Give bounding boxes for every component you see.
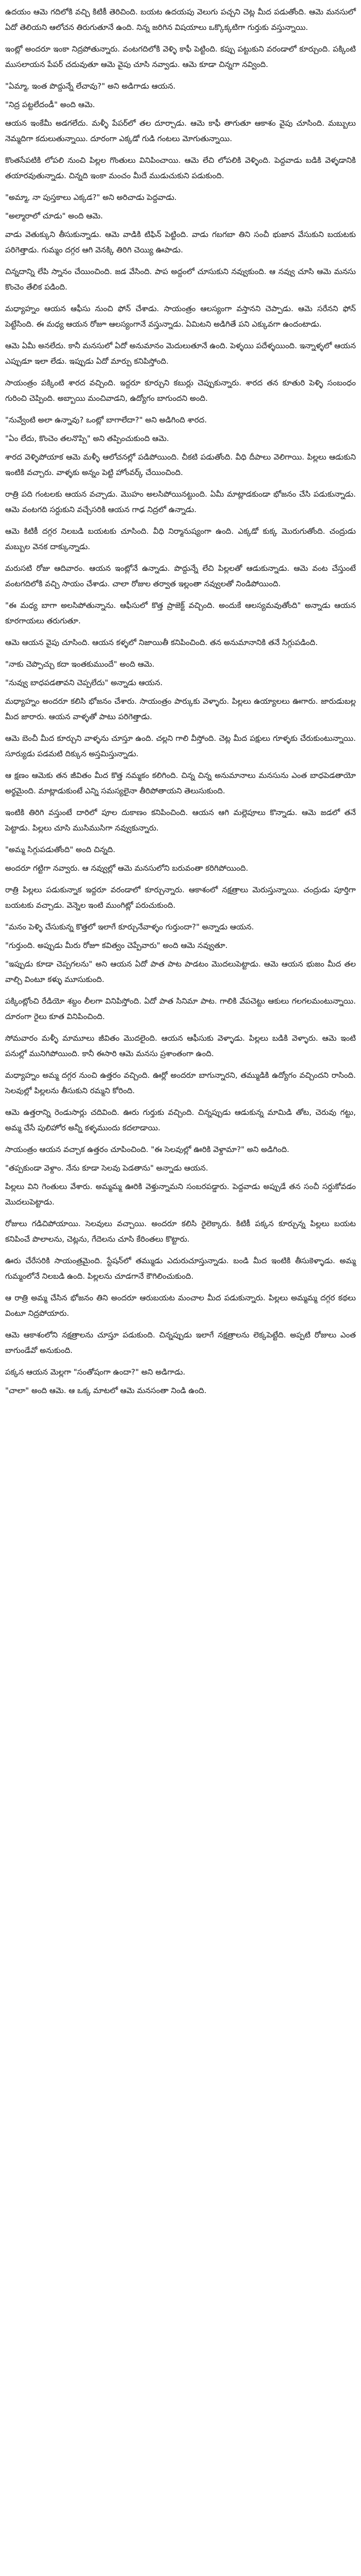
paragraph: చిన్నదాన్ని లేపి స్నానం చేయించింది. జడ వేసింది. పాప అద్దంలో చూసుకుని నవ్వుకుంది. ఆ నవ్వు చూసి ఆమె మనసు కొంచెం తేలిక పడింది.	[5, 267, 356, 292]
paragraph: రాత్రి పది గంటలకు ఆయన వచ్చాడు. మొహం అలసిపోయినట్టుంది. ఏమీ మాట్లాడకుండా భోజనం చేసి పడుకున్నాడు. ఆమె వంటగది సర్దుకుని వచ్చేసరికి ఆయన గాఢ నిద్రలో ఉన్నాడు.	[5, 489, 356, 514]
paragraph: ఆయన ఇంకేమీ అడగలేదు. మళ్ళీ పేపర్‌లో తల దూర్చాడు. ఆమె కాఫీ తాగుతూ ఆకాశం వైపు చూసింది. మబ్బులు నెమ్మదిగా కదులుతున్నాయి. దూరంగా ఎక్కడో గుడి గంటలు మోగుతున్నాయి.	[5, 118, 356, 143]
dialogue-line: "ఏమ్మా, ఇంత పొద్దున్నే లేచావు?" అని అడిగాడు ఆయన.	[5, 81, 176, 91]
paragraph: ఆ రాత్రి అమ్మ చేసిన భోజనం తిని అందరూ ఆరుబయట మంచాల మీద పడుకున్నారు. పిల్లలు అమ్మమ్మ దగ్గర కథలు వింటూ నిద్రపోయారు.	[5, 1293, 356, 1318]
paragraph: ఆ క్షణం ఆమెకు తన జీవితం మీద కొత్త నమ్మకం కలిగింది. చిన్న చిన్న అనుమానాలు మనసును ఎంత బాధపెడతాయో అర్థమైంది. మాట్లాడుకుంటే ఎన్ని సమస్యలైనా తీరిపోతాయని తెలుసుకుంది.	[5, 771, 356, 795]
dialogue-line: "అల్మారాలో చూడు" అంది ఆమె.	[5, 211, 103, 221]
dialogue-line: "నువ్వేంటి అలా ఉన్నావు? ఒంట్లో బాగాలేదా?" అని అడిగింది శారద.	[5, 415, 207, 425]
dialogue-line: "చాలా" అంది ఆమె. ఆ ఒక్క మాటలో ఆమె మనసంతా నిండి ఉంది.	[5, 1386, 207, 1395]
dialogue-line: "తప్పకుండా వెళ్దాం. నేను కూడా సెలవు పెడతాను" అన్నాడు ఆయన.	[5, 1163, 208, 1173]
paragraph: పక్కింట్లోంచి రేడియో శబ్దం లీలగా వినిపిస్తోంది. ఏదో పాత సినిమా పాట. గాలికి వేపచెట్టు ఆకులు గలగలమంటున్నాయి. దూరంగా రైలు కూత వినిపించింది.	[5, 996, 356, 1021]
dialogue-line: "అమ్మా, నా పుస్తకాలు ఎక్కడ?" అని అరిచాడు పెద్దవాడు.	[5, 193, 177, 202]
paragraph: ఆమె బెంచీ మీద కూర్చుని వాళ్ళను చూస్తూ ఉంది. చల్లని గాలి వీస్తోంది. చెట్ల మీద పక్షులు గూళ్ళకు చేరుకుంటున్నాయి. సూర్యుడు పడమటి దిక్కున అస్తమిస్తున్నాడు.	[5, 734, 356, 758]
paragraph: రోజులు గడిచిపోయాయి. సెలవులు వచ్చాయి. అందరూ కలిసి రైలెక్కారు. కిటికీ పక్కన కూర్చున్న పిల్లలు బయట కనిపించే పొలాలను, చెట్లను, గేదెలను చూసి కేరింతలు కొట్టారు.	[5, 1219, 356, 1244]
dialogue-line: "గుర్తుంది. అప్పుడు మీరు రోజూ కవిత్వం చెప్పేవారు" అంది ఆమె నవ్వుతూ.	[5, 941, 228, 950]
dialogue-line: "అమ్మ సిగ్గుపడుతోంది" అంది చిన్నది.	[5, 845, 116, 854]
dialogue-line: "ఈ మధ్య బాగా అలసిపోతున్నాను. ఆఫీసులో కొత్త ప్రాజెక్ట్ వచ్చింది. అందుకే ఆలస్యమవుతోంది" అన్నాడు ఆయన కూరగాయలు తరుగుతూ.	[5, 601, 356, 625]
paragraph: కొంతసేపటికి లోపలి నుంచి పిల్లల గొంతులు వినిపించాయి. ఆమె లేచి లోపలికి వెళ్ళింది. పెద్దవాడు బడికి వెళ్ళడానికి తయారవుతున్నాడు. చిన్నది ఇంకా మంచం మీదే ముడుచుకుని పడుకుంది.	[5, 156, 356, 180]
paragraph: "ఇప్పుడు కూడా చెప్పగలను" అని ఆయన ఏదో పాత పాట పాడటం మొదలుపెట్టాడు. ఆమె ఆయన భుజం మీద తల వాల్చి వింటూ కళ్ళు మూసుకుంది.	[5, 959, 356, 984]
paragraph: అందరూ గట్టిగా నవ్వారు. ఆ నవ్వుల్లో ఆమె మనసులోని బరువంతా కరిగిపోయింది.	[5, 863, 249, 873]
paragraph: ఆమె ఆకాశంలోని నక్షత్రాలను చూస్తూ పడుకుంది. చిన్నప్పుడు ఇలాగే నక్షత్రాలను లెక్కపెట్టేది. అప్పటి రోజులు ఎంత బాగుండేవో అనుకుంది.	[5, 1330, 356, 1355]
paragraph: ఇంటికి తిరిగి వస్తుంటే దారిలో పూల దుకాణం కనిపించింది. ఆయన ఆగి మల్లెపూలు కొన్నాడు. ఆమె జడలో తనే పెట్టాడు. పిల్లలు చూసి ముసిముసిగా నవ్వుకున్నారు.	[5, 808, 356, 833]
paragraph: మధ్యాహ్నం అమ్మ దగ్గర నుంచి ఉత్తరం వచ్చింది. ఊర్లో అందరూ బాగున్నారని, తమ్ముడికి ఉద్యోగం వచ్చిందని రాసింది. సెలవుల్లో పిల్లలను తీసుకుని రమ్మని కోరింది.	[5, 1071, 356, 1095]
dialogue-line: "ఏం లేదు, కొంచెం తలనొప్పి" అని తప్పించుకుంది ఆమె.	[5, 434, 169, 443]
paragraph: ఆమె ఉత్తరాన్ని రెండుసార్లు చదివింది. ఊరు గుర్తుకు వచ్చింది. చిన్నప్పుడు ఆడుకున్న మామిడి తోట, చెరువు గట్టు, అమ్మ చేసే పులిహోర అన్నీ కళ్ళముందు కదలాడాయి.	[5, 1108, 356, 1132]
dialogue-line: "నువ్వు బాధపడతావని చెప్పలేదు" అన్నాడు ఆయన.	[5, 678, 163, 687]
dialogue-line: సాయంత్రం ఆయన వచ్చాక ఉత్తరం చూపించింది. "ఈ సెలవుల్లో ఊరికి వెళ్దామా?" అని అడిగింది.	[5, 1145, 289, 1154]
dialogue-line: "మనం పెళ్ళి చేసుకున్న కొత్తలో ఇలాగే కూర్చునేవాళ్ళం గుర్తుందా?" అన్నాడు ఆయన.	[5, 922, 254, 931]
paragraph: మధ్యాహ్నం ఆయన ఆఫీసు నుంచి ఫోన్ చేశాడు. సాయంత్రం ఆలస్యంగా వస్తానని చెప్పాడు. ఆమె సరేనని ఫోన్ పెట్టేసింది. ఈ మధ్య ఆయన రోజూ ఆలస్యంగానే వస్తున్నాడు. ఏమిటని అడిగితే పని ఎక్కువగా ఉందంటాడు.	[5, 304, 356, 329]
paragraph: ఊరు చేరేసరికి సాయంత్రమైంది. స్టేషన్‌లో తమ్ముడు ఎదురుచూస్తున్నాడు. బండి మీద ఇంటికి తీసుకెళ్ళాడు. అమ్మ గుమ్మంలోనే నిలబడి ఉంది. పిల్లలను చూడగానే కౌగిలించుకుంది.	[5, 1256, 356, 1281]
paragraph: ఆమె కిటికీ దగ్గర నిలబడి బయటకు చూసింది. వీధి నిర్మానుష్యంగా ఉంది. ఎక్కడో కుక్క మొరుగుతోంది. చంద్రుడు మబ్బుల వెనక దాక్కున్నాడు.	[5, 527, 356, 551]
dialogue-line: "నాకు చెప్పొచ్చు కదా ఇంతకుముందే" అంది ఆమె.	[5, 659, 155, 669]
paragraph: రాత్రి పిల్లలు పడుకున్నాక ఇద్దరూ వరండాలో కూర్చున్నారు. ఆకాశంలో నక్షత్రాలు మెరుస్తున్నాయి. చంద్రుడు పూర్తిగా బయటకు వచ్చాడు. వెన్నెల ఇంటి ముంగిట్లో పరుచుకుంది.	[5, 885, 356, 910]
paragraph: సాయంత్రం పక్కింటి శారద వచ్చింది. ఇద్దరూ కూర్చుని కబుర్లు చెప్పుకున్నారు. శారద తన కూతురి పెళ్ళి సంబంధం గురించి చెప్పింది. అబ్బాయి మంచివాడని, ఉద్యోగం బాగుందని అంది.	[5, 378, 356, 403]
paragraph: మరుసటి రోజు ఆదివారం. ఆయన ఇంట్లోనే ఉన్నాడు. పొద్దున్నే లేచి పిల్లలతో ఆడుకున్నాడు. ఆమె వంట చేస్తుంటే వంటగదిలోకి వచ్చి సాయం చేశాడు. చాలా రోజుల తర్వాత ఇల్లంతా నవ్వులతో నిండిపోయింది.	[5, 564, 356, 588]
paragraph: ఇంట్లో అందరూ ఇంకా నిద్రపోతున్నారు. వంటగదిలోకి వెళ్ళి కాఫీ పెట్టింది. కప్పు పట్టుకుని వరండాలో కూర్చుంది. పక్కింటి ముసలాయన పేపర్ చదువుతూ ఆమె వైపు చూసి నవ్వాడు. ఆమె కూడా చిన్నగా నవ్వింది.	[5, 44, 356, 69]
paragraph: ఆమె ఆయన వైపు చూసింది. ఆయన కళ్ళలో నిజాయితీ కనిపించింది. తన అనుమానానికి తనే సిగ్గుపడింది.	[5, 638, 318, 647]
paragraph: పిల్లలు విని గెంతులు వేశారు. అమ్మమ్మ ఊరికి వెళ్తున్నామని సంబరపడ్డారు. పెద్దవాడు అప్పుడే తన సంచీ సర్దుకోవడం మొదలుపెట్టాడు.	[5, 1182, 356, 1207]
paragraph: వాడు వెతుక్కుని తీసుకున్నాడు. ఆమె వాడికి టిఫిన్ పెట్టింది. వాడు గబగబా తిని సంచీ భుజాన వేసుకుని బయటకు పరిగెత్తాడు. గుమ్మం దగ్గర ఆగి వెనక్కి తిరిగి చెయ్యి ఊపాడు.	[5, 230, 356, 255]
paragraph: మధ్యాహ్నం అందరూ కలిసి భోజనం చేశారు. సాయంత్రం పార్కుకు వెళ్ళారు. పిల్లలు ఉయ్యాలలు ఊగారు. జారుడుబల్ల మీద జారారు. ఆయన వాళ్ళతో పాటు పరిగెత్తాడు.	[5, 697, 356, 721]
paragraph: శారద వెళ్ళిపోయాక ఆమె మళ్ళీ ఆలోచనల్లో పడిపోయింది. చీకటి పడుతోంది. వీధి దీపాలు వెలిగాయి. పిల్లలు ఆడుకుని ఇంటికి వచ్చారు. వాళ్ళకు అన్నం పెట్టి హోంవర్క్ చేయించింది.	[5, 452, 356, 477]
dialogue-line: పక్కన ఆయన మెల్లగా "సంతోషంగా ఉందా?" అని అడిగాడు.	[5, 1367, 186, 1377]
paragraph: ఉదయం ఆమె గదిలోకి వచ్చి కిటికీ తెరిచింది. బయట ఉదయపు వెలుగు పచ్చని చెట్ల మీద పడుతోంది. ఆమె మనసులో ఏదో తెలియని ఆలోచన తిరుగుతూనే ఉంది. నిన్న జరిగిన విషయాలు ఒక్కొక్కటిగా గుర్తుకు వస్తున్నాయి.	[5, 7, 356, 32]
paragraph: ఆమె ఏమీ అనలేదు. కానీ మనసులో ఏదో అనుమానం మెదులుతూనే ఉంది. పెళ్ళయి పదేళ్ళయింది. ఇన్నాళ్ళలో ఆయన ఎప్పుడూ ఇలా లేడు. ఇప్పుడు ఏదో మార్పు కనిపిస్తోంది.	[5, 341, 356, 366]
paragraph: సోమవారం మళ్ళీ మామూలు జీవితం మొదలైంది. ఆయన ఆఫీసుకు వెళ్ళాడు. పిల్లలు బడికి వెళ్ళారు. ఆమె ఇంటి పనుల్లో మునిగిపోయింది. కానీ ఈసారి ఆమె మనసు ప్రశాంతంగా ఉంది.	[5, 1033, 356, 1058]
article-body	[5, 4, 356, 1398]
dialogue-line: "నిద్ర పట్టలేదండీ" అంది ఆమె.	[5, 100, 95, 109]
